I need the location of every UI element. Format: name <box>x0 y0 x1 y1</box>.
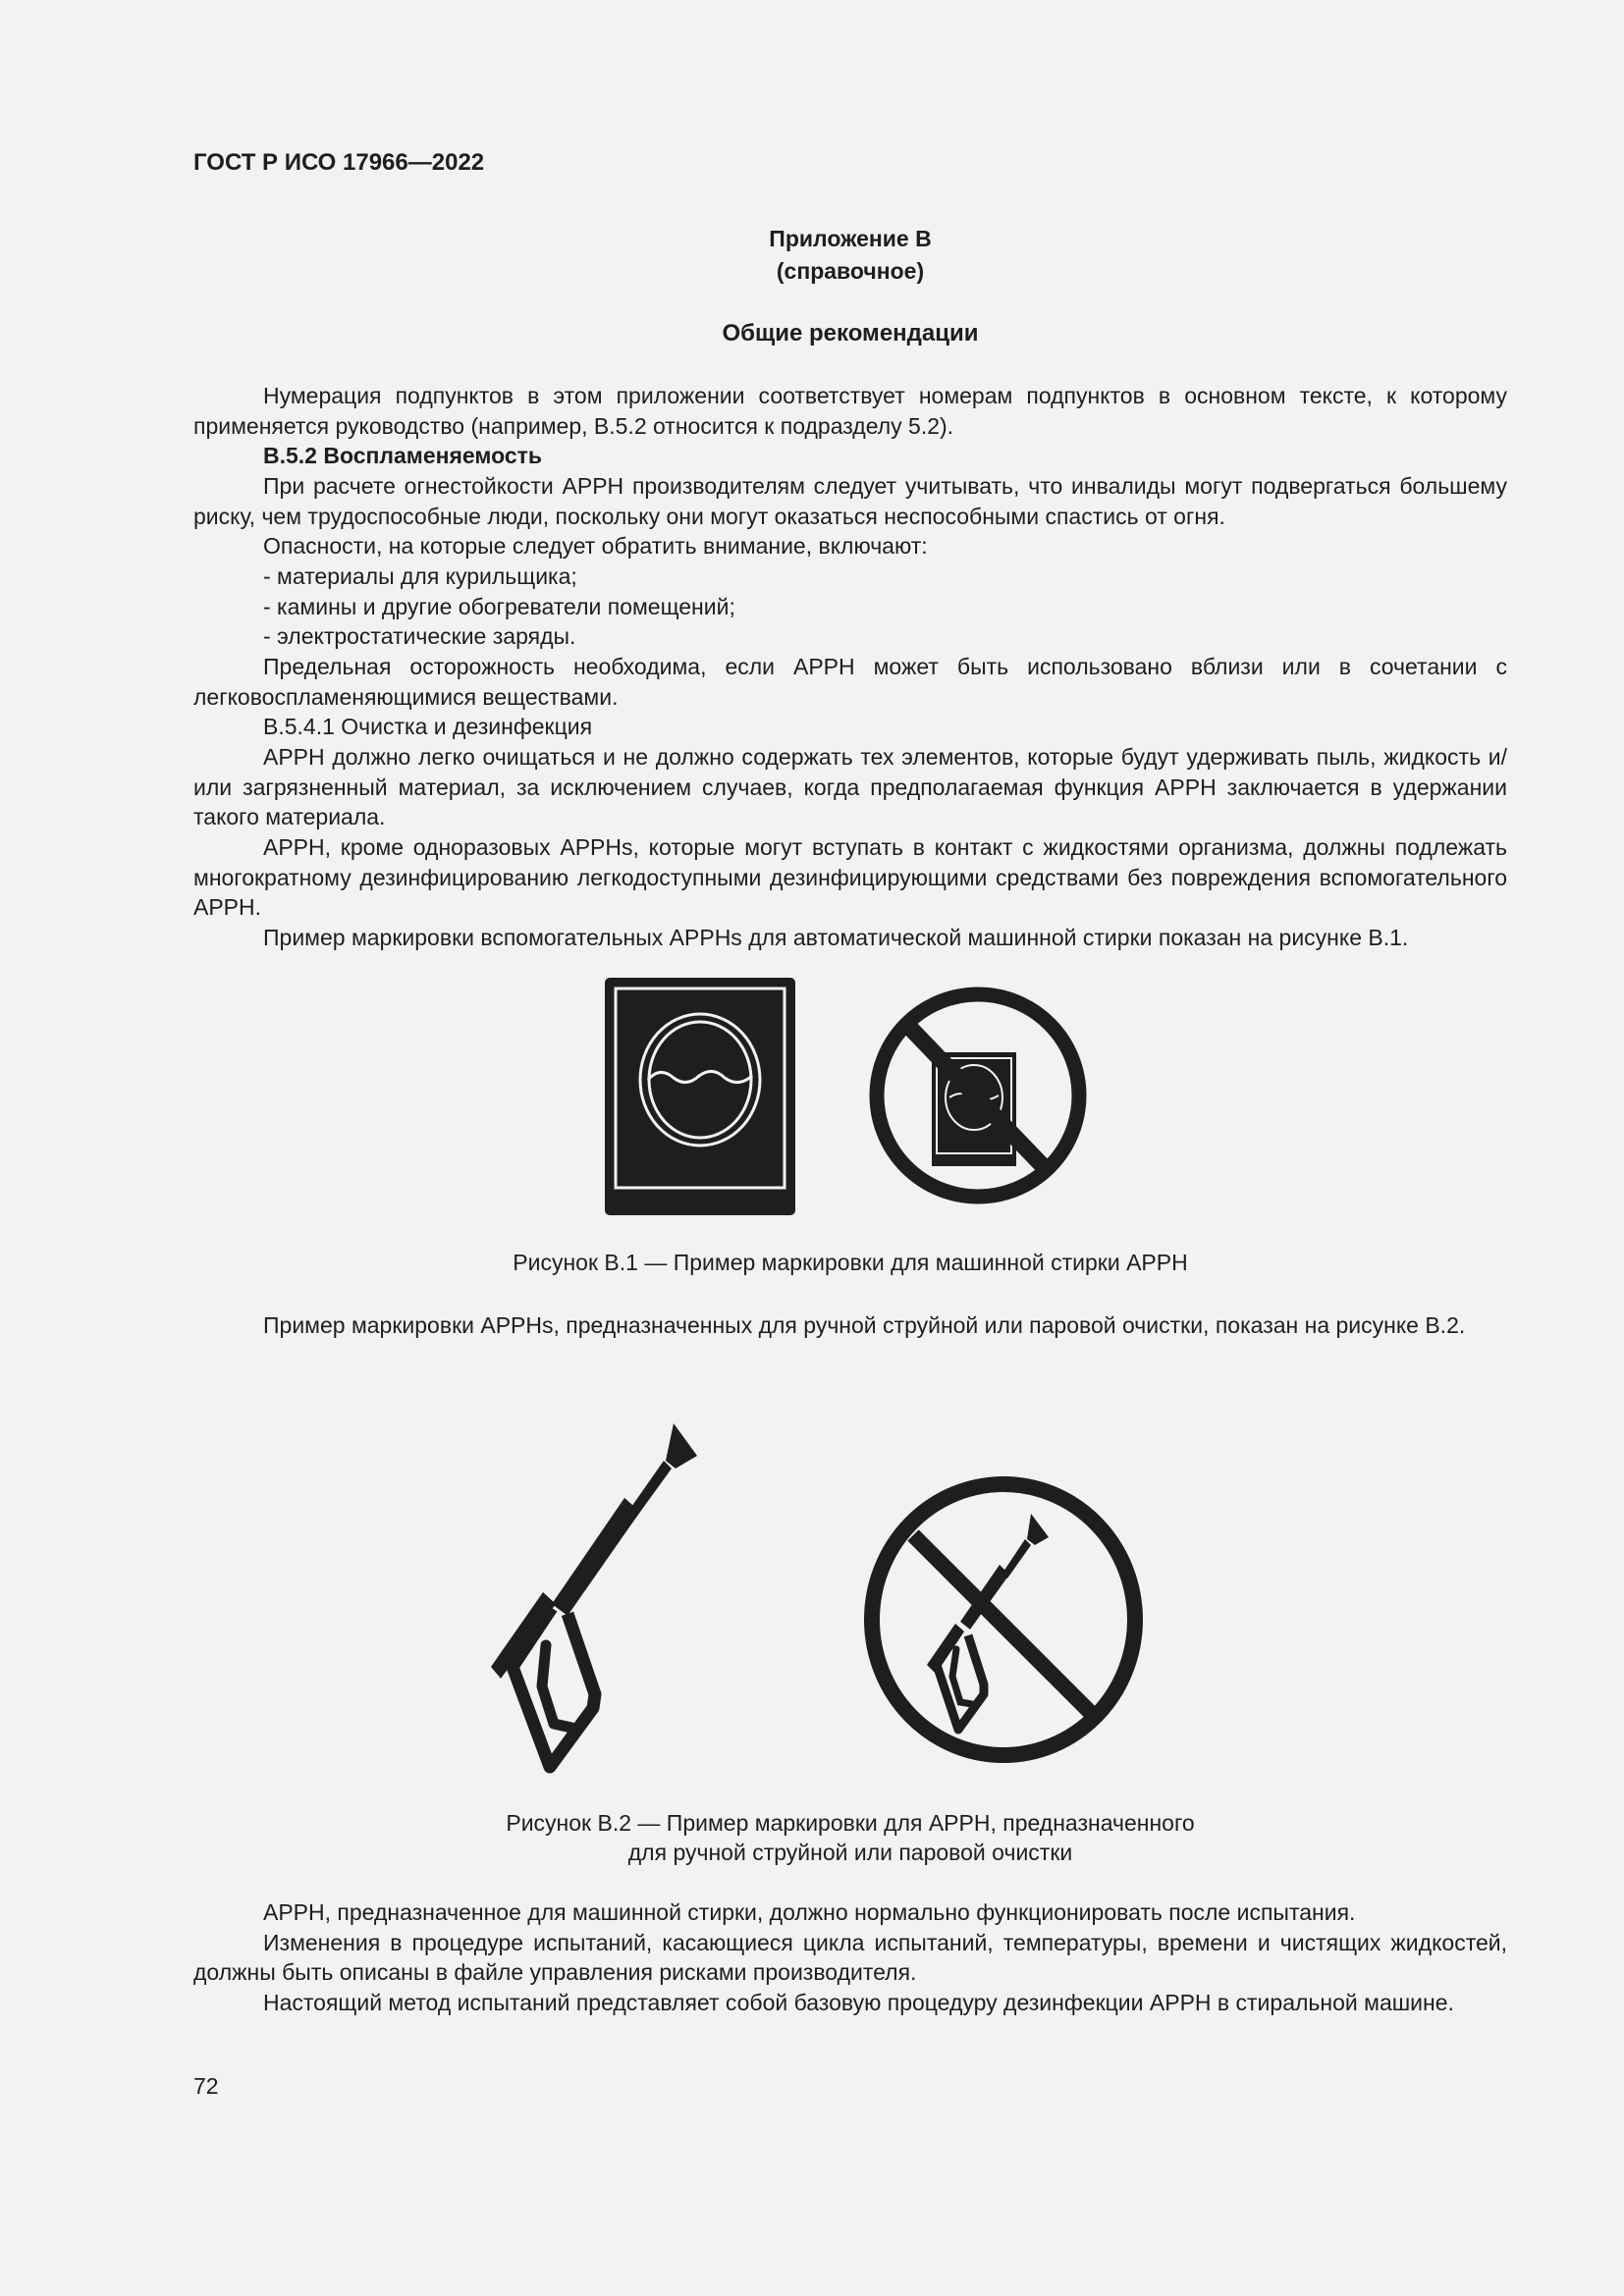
paragraph: Пример маркировки вспомогательных АРРНs для автоматической машинной стирки показан на рисунке В.1. <box>263 924 1409 950</box>
paragraph: АРРН, кроме одноразовых АРРНs, которые могут вступать в контакт с жидкостями организма, должны подлежать многократному дезинфицированию легкодоступными дезинфицирующими средствами без повреждения вспомогательного АРРН. <box>193 833 1507 921</box>
document-header: ГОСТ Р ИСО 17966—2022 <box>193 149 485 176</box>
page-number: 72 <box>193 2073 219 2099</box>
list-item: - электростатические заряды. <box>263 623 576 650</box>
annex-title: Приложение В <box>769 226 932 251</box>
no-pressure-washer-icon <box>862 1476 1147 1763</box>
figure1-caption: Рисунок В.1 — Пример маркировки для машинной стирки АРРН <box>513 1250 1188 1275</box>
annex-heading: Общие рекомендации <box>722 320 979 347</box>
body-text-3 <box>193 1897 1507 2018</box>
section-heading: В.5.4.1 Очистка и дезинфекция <box>263 714 593 740</box>
list-item: - материалы для курильщика; <box>263 562 577 589</box>
section-heading: В.5.2 Воспламеняемость <box>263 443 543 469</box>
no-washing-machine-icon <box>858 976 1100 1217</box>
paragraph: Предельная осторожность необходима, если АРРН может быть использовано вблизи или в сочетании с легковоспламеняющимися веществами. <box>193 653 1507 710</box>
washing-machine-icon <box>603 976 799 1219</box>
figure2-caption-line1: Рисунок В.2 — Пример маркировки для АРРН, предназначенного <box>506 1810 1195 1836</box>
paragraph: Нумерация подпунктов в этом приложении соответствует номерам подпунктов в основном тексте, к которому применяется руководство (например, В.5.2 относится к подразделу 5.2). <box>193 383 1507 439</box>
figure2-caption-line2: для ручной струйной или паровой очистки <box>627 1840 1073 1865</box>
pressure-washer-gun-icon <box>487 1421 772 1775</box>
annex-subtitle: (справочное) <box>776 258 925 284</box>
paragraph: АРРН должно легко очищаться и не должно содержать тех элементов, которые будут удерживать пыль, жидкость и/или загрязненный материал, за исключением случаев, когда предполагаемая функция АРРН заключается в удержании такого материала. <box>193 743 1507 830</box>
paragraph: Пример маркировки АРРНs, предназначенных для ручной струйной или паровой очистки, показан на рисунке В.2. <box>263 1312 1466 1338</box>
paragraph: Опасности, на которые следует обратить внимание, включают: <box>263 533 928 560</box>
list-item: - камины и другие обогреватели помещений; <box>263 593 735 619</box>
paragraph: При расчете огнестойкости АРРН производителям следует учитывать, что инвалиды могут подвергаться большему риску, чем трудоспособные люди, поскольку они могут оказаться неспособными спастись от огня. <box>193 472 1507 529</box>
body-text-2 <box>193 1310 1507 1341</box>
paragraph: АРРН, предназначенное для машинной стирки, должно нормально функционировать после испытания. <box>263 1899 1356 1925</box>
paragraph: Изменения в процедуре испытаний, касающиеся цикла испытаний, температуры, времени и чистящих жидкостей, должны быть описаны в файле управления рисками производителя. <box>193 1929 1507 1986</box>
paragraph: Настоящий метод испытаний представляет собой базовую процедуру дезинфекции АРРН в стиральной машине. <box>263 1989 1454 2015</box>
body-text <box>193 381 1507 952</box>
